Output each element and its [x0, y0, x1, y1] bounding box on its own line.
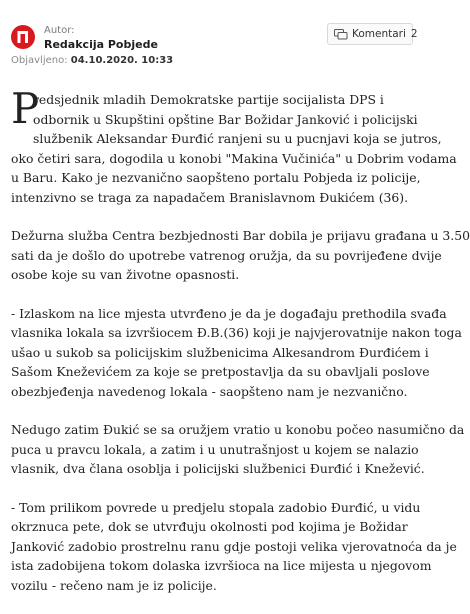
logo-glyph	[11, 25, 35, 49]
paragraph-line: okrznuca pete, dok se utvrđuju okolnosti pod kojima je Božidar	[11, 519, 408, 534]
paragraph-line: vozilu - rečeno nam je iz policije.	[11, 577, 217, 593]
paragraph-line: obezbjeđenja navedenog lokala - saopšteno nam je nezvanično.	[11, 383, 408, 399]
article-body	[11, 84, 470, 614]
paragraph-line: Janković zadobio prostrelnu ranu gdje postoji velika vjerovatnoća da je	[11, 538, 457, 554]
paragraph-line: u Baru. Kako je nezvanično saopšteno portalu Pobjeda iz policije,	[11, 170, 421, 185]
author-label: Autor:	[44, 25, 75, 36]
paragraph-line: Nedugo zatim Đukić se sa oružjem vratio u konobu počeo nasumično da	[11, 422, 465, 437]
published-label: Objavljeno:	[11, 55, 68, 66]
paragraph-line: Dežurna služba Centra bezbjednosti Bar dobila je prijavu građana u 3.50	[11, 228, 470, 243]
paragraph-line: vlasnik, dva člana osoblja i policijski službenici Đurđić i Knežević.	[11, 461, 425, 476]
article-paragraph	[11, 304, 462, 402]
paragraph-line: puca u pravcu lokala, a zatim i u unutrašnjost u kojem se nalazio	[11, 441, 419, 457]
published-date: 04.10.2020. 10:33	[70, 55, 174, 66]
paragraph-line: odbornik u Skupštini opštine Bar Božidar Janković i policijski	[33, 111, 418, 127]
paragraph-line: vlasnika lokala sa izvršiocem Đ.B.(36) koji je najvjerovatnije nakon toga	[11, 325, 462, 340]
article-header	[0, 0, 420, 70]
paragraph-line: oko četiri sara, dogodila u konobi "Makina Vučinića" u Dobrim vodama	[11, 150, 457, 166]
comments-label: Komentari	[352, 28, 406, 40]
paragraph-line: službenik Aleksandar Đurđić ranjeni su u pucnjavi koja se jutros,	[33, 131, 442, 146]
comments-count: 2	[410, 28, 418, 40]
paragraph-line: Sašom Kneževićem za koje se pretpostavlja da su obavljali poslove	[11, 364, 430, 379]
article-paragraph	[11, 420, 465, 479]
paragraph-line: ista zadobijena tokom dolaska izvršioca na lice mijesta u njegovom	[11, 558, 432, 573]
drop-cap: P	[11, 84, 40, 133]
comments-button[interactable]	[327, 23, 418, 45]
paragraph-line: sati da je došlo do upotrebe vatrenog oružja, da su povrijeđene dvije	[11, 247, 442, 263]
article-paragraph	[11, 226, 470, 285]
paragraph-line: osobe koje su van životne opasnosti.	[11, 267, 240, 282]
pobjeda-logo-icon[interactable]	[11, 25, 35, 49]
paragraph-line: ušao u sukob sa policijskim službenicima Alkesandrom Đurđićem i	[11, 344, 429, 360]
author-name[interactable]: Redakcija Pobjede	[44, 38, 158, 51]
paragraph-line: - Izlaskom na lice mjesta utvrđeno je da je događaju prethodila svađa	[11, 305, 447, 321]
published-info	[11, 55, 173, 66]
paragraph-line: redsjednik mladih Demokratske partije socijalista DPS i	[33, 92, 384, 107]
paragraph-line: intenzivno se traga za napadačem Branislavnom Đukićem (36).	[11, 189, 409, 205]
paragraph-line: - Tom prilikom povrede u predjelu stopala zadobio Đurđić, u vidu	[11, 499, 421, 515]
article-paragraph	[11, 498, 457, 596]
article-paragraph	[11, 84, 457, 207]
comment-icon	[334, 29, 348, 40]
